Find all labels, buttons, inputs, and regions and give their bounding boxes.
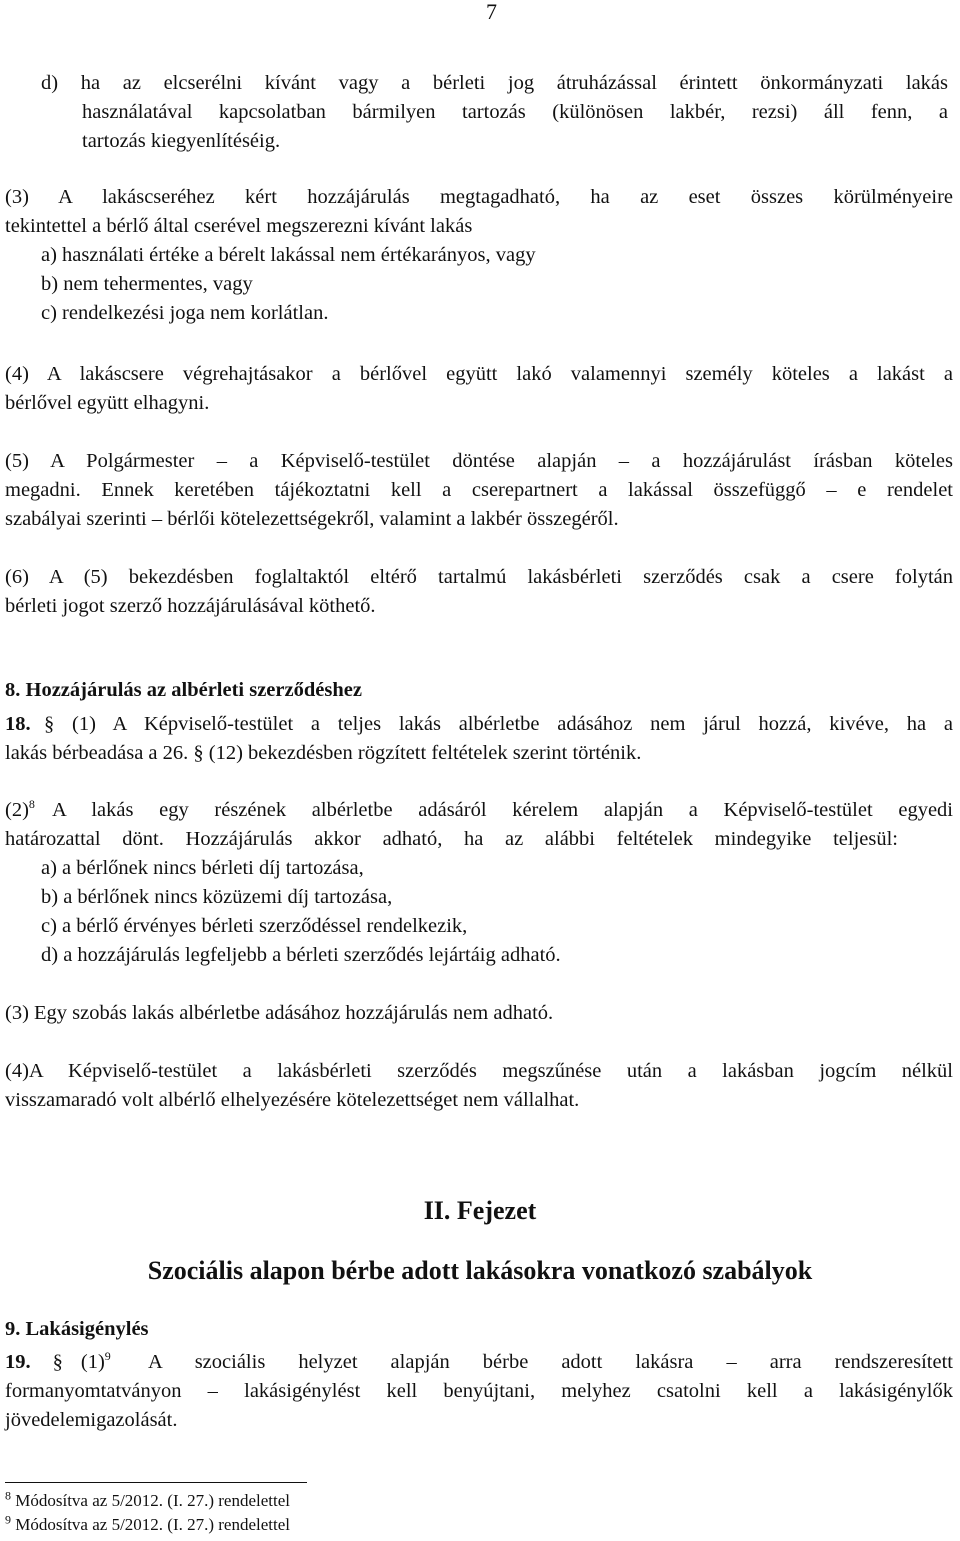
- section-19-label: (1): [80, 1351, 105, 1373]
- footnote-ref-8[interactable]: 8: [28, 797, 35, 812]
- section-18-item-d: d) a hozzájárulás legfeljebb a bérleti szerződés lejártáig adható.: [41, 944, 561, 966]
- item-d-line-2-text: használatával kapcsolatban bármilyen tartozás (különösen lakbér, rezsi) áll fenn, a: [82, 101, 948, 123]
- section-19-mark: §: [52, 1351, 63, 1373]
- chapter-title: Szociális alapon bérbe adott lakásokra vonatkozó szabályok: [147, 1256, 813, 1285]
- section-18-p2-line-1: A lakás egy részének albérletbe adásáról kérelem alapján a Képviselő-testület egyedi: [52, 799, 953, 821]
- section-18-item-b: b) a bérlőnek nincs közüzemi díj tartozása,: [41, 886, 393, 908]
- chapter-number: II. Fejezet: [423, 1196, 537, 1225]
- section-18-p2-label: [5, 797, 35, 823]
- section-18-item-c: c) a bérlő érvényes bérleti szerződéssel rendelkezik,: [41, 915, 468, 937]
- section-18-line-2: lakás bérbeadása a 26. § (12) bekezdésben rögzített feltételek szerint történik.: [5, 742, 642, 764]
- para-3-line-2: tekintettel a bérlő által cserével megszerezni kívánt lakás: [5, 215, 473, 237]
- footnote-8-text: Módosítva az 5/2012. (I. 27.) rendelettel: [15, 1491, 291, 1510]
- footnote-9-number: 9: [5, 1512, 11, 1527]
- page-number: 7: [486, 0, 497, 24]
- footnote-8: [5, 1490, 290, 1512]
- section-19-line-2: formanyomtatványon – lakásigénylést kell benyújtani, melyhez csatolni kell a lakásigénylők: [5, 1380, 953, 1402]
- footnote-ref-9[interactable]: 9: [104, 1349, 111, 1364]
- footnote-9: [5, 1514, 290, 1536]
- section-18-item-a: a) a bérlőnek nincs bérleti díj tartozása,: [41, 857, 364, 879]
- section-19-line-3: jövedelemigazolását.: [5, 1409, 178, 1431]
- section-18-p4-line-1: (4)A Képviselő-testület a lakásbérleti szerződés megszűnése után a lakásban jogcím nélkül: [5, 1060, 953, 1082]
- item-d-line-1: d) ha az elcserélni kívánt vagy a bérleti jog átruházással érintett önkormányzati lakás: [41, 72, 948, 94]
- section-18-p2-line-2: határozattal dönt. Hozzájárulás akkor adható, ha az alábbi feltételek mindegyike teljesül:: [5, 828, 898, 850]
- para-3-item-b: b) nem tehermentes, vagy: [41, 273, 253, 295]
- item-d-line-3: tartozás kiegyenlítéséig.: [82, 130, 281, 152]
- para-5-line-3: szabályai szerinti – bérlői kötelezettségekről, valamint a lakbér összegéről.: [5, 508, 619, 530]
- section-18-p4-line-2: visszamaradó volt albérlő elhelyezésére kötelezettséget nem vállalhat.: [5, 1089, 580, 1111]
- section-9-title: 9. Lakásigénylés: [5, 1318, 149, 1340]
- para-3-item-c: c) rendelkezési joga nem korlátlan.: [41, 302, 329, 324]
- para-4-line-2: bérlővel együtt elhagyni.: [5, 392, 210, 414]
- para-5-line-1: (5) A Polgármester – a Képviselő-testület döntése alapján – a hozzájárulást írásban köteles: [5, 450, 953, 472]
- para-4-line-1: (4) A lakáscsere végrehajtásakor a bérlővel együtt lakó valamennyi személy köteles a lakást a: [5, 363, 953, 385]
- para-6-line-2: bérleti jogot szerző hozzájárulásával köthető.: [5, 595, 376, 617]
- para-3-line-1: (3) A lakáscseréhez kért hozzájárulás megtagadható, ha az eset összes körülményeire: [5, 186, 953, 208]
- section-18-line-1: § (1) A Képviselő-testület a teljes lakás albérletbe adásához nem járul hozzá, kivéve, ha a: [44, 713, 953, 735]
- section-8-title: 8. Hozzájárulás az albérleti szerződéshez: [5, 679, 362, 701]
- para-3-item-a: a) használati értéke a bérelt lakással nem értékarányos, vagy: [41, 244, 536, 266]
- footnote-separator: [5, 1482, 307, 1483]
- section-18-p3: (3) Egy szobás lakás albérletbe adásához hozzájárulás nem adható.: [5, 1002, 554, 1024]
- footnote-8-number: 8: [5, 1488, 11, 1503]
- section-18-number: 18.: [5, 713, 31, 735]
- footnote-9-text: Módosítva az 5/2012. (I. 27.) rendelettel: [15, 1515, 291, 1534]
- section-19-line-1: A szociális helyzet alapján bérbe adott lakásra – arra rendszeresített: [148, 1351, 953, 1373]
- para-5-line-2: megadni. Ennek keretében tájékoztatni kell a cserepartnert a lakással összefüggő – e rendelet: [5, 479, 953, 501]
- section-19-number: 19.: [5, 1351, 31, 1373]
- para-6-line-1: (6) A (5) bekezdésben foglaltaktól eltérő tartalmú lakásbérleti szerződés csak a csere folytán: [5, 566, 953, 588]
- p2-label: (2): [5, 799, 29, 821]
- section-19-lead: [5, 1349, 111, 1375]
